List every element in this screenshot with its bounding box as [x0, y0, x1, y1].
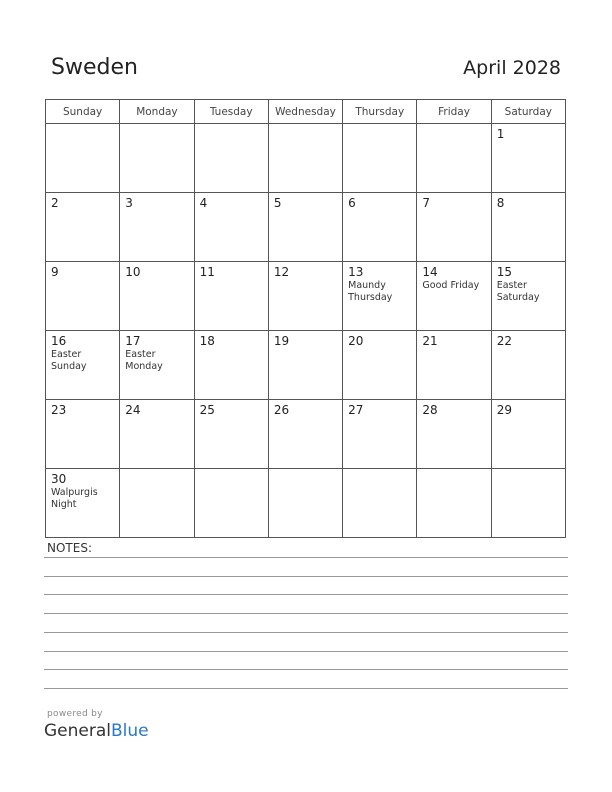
powered-by-text: powered by	[47, 709, 103, 719]
day-cell[interactable]	[194, 193, 268, 262]
notes-line	[44, 594, 568, 595]
day-number: 8	[496, 196, 505, 210]
day-cell[interactable]	[491, 331, 565, 400]
day-number: 29	[496, 403, 512, 417]
day-number: 27	[348, 403, 364, 417]
day-number: 28	[422, 403, 438, 417]
day-cell[interactable]	[343, 262, 417, 331]
day-number: 13	[348, 265, 364, 279]
day-cell[interactable]	[46, 193, 120, 262]
day-cell[interactable]	[417, 193, 491, 262]
calendar-grid	[45, 99, 566, 538]
day-cell[interactable]	[120, 331, 194, 400]
day-number: 10	[125, 265, 141, 279]
day-cell[interactable]	[343, 331, 417, 400]
day-cell[interactable]	[417, 469, 491, 538]
day-number: 24	[125, 403, 141, 417]
day-number: 9	[51, 265, 59, 279]
day-number: 17	[125, 334, 141, 348]
notes-line	[44, 557, 568, 558]
holiday-label: Easter Sunday	[51, 349, 87, 372]
day-cell[interactable]	[343, 124, 417, 193]
day-cell[interactable]	[194, 331, 268, 400]
day-number: 5	[273, 196, 282, 210]
notes-line	[44, 669, 568, 670]
holiday-label: Good Friday	[422, 280, 480, 291]
day-cell[interactable]	[120, 124, 194, 193]
holiday-label: Maundy Thursday	[348, 280, 393, 303]
day-number: 7	[422, 196, 431, 210]
day-cell[interactable]	[120, 400, 194, 469]
weekday-header: Thursday	[343, 100, 417, 124]
day-cell[interactable]	[194, 262, 268, 331]
day-number: 19	[273, 334, 290, 348]
weekday-header: Monday	[120, 100, 194, 124]
brand-logo[interactable]	[44, 721, 149, 741]
day-number: 1	[496, 127, 505, 141]
page-title-country: Sweden	[51, 55, 138, 80]
day-cell[interactable]	[268, 124, 342, 193]
month-year-title: April 2028	[463, 57, 561, 79]
week-row	[46, 124, 566, 193]
day-number: 16	[51, 334, 67, 348]
day-cell[interactable]	[194, 469, 268, 538]
day-cell[interactable]	[417, 124, 491, 193]
brand-general: General	[44, 721, 111, 741]
week-row	[46, 400, 566, 469]
day-number: 30	[51, 472, 67, 486]
day-number: 3	[125, 196, 133, 210]
day-cell[interactable]	[491, 193, 565, 262]
notes-line	[44, 576, 568, 577]
day-number: 21	[422, 334, 438, 348]
day-number: 11	[199, 265, 215, 279]
notes-line	[44, 613, 568, 614]
holiday-label: Walpurgis Night	[51, 487, 98, 510]
day-number: 18	[199, 334, 215, 348]
day-cell[interactable]	[268, 331, 342, 400]
day-number: 12	[273, 265, 290, 279]
weekday-header: Friday	[417, 100, 491, 124]
day-number: 20	[348, 334, 364, 348]
day-number: 25	[199, 403, 215, 417]
day-cell[interactable]	[491, 262, 565, 331]
notes-line	[44, 651, 568, 652]
weekday-header: Wednesday	[268, 100, 342, 124]
day-cell[interactable]	[417, 331, 491, 400]
week-row	[46, 262, 566, 331]
day-number: 4	[199, 196, 208, 210]
day-cell[interactable]	[417, 400, 491, 469]
day-number: 22	[496, 334, 512, 348]
day-cell[interactable]	[491, 124, 565, 193]
day-cell[interactable]	[120, 262, 194, 331]
day-cell[interactable]	[120, 469, 194, 538]
day-number: 6	[348, 196, 356, 210]
weekday-header-row	[46, 100, 566, 124]
day-cell[interactable]	[46, 469, 120, 538]
day-cell[interactable]	[46, 400, 120, 469]
day-cell[interactable]	[268, 193, 342, 262]
day-cell[interactable]	[491, 469, 565, 538]
day-cell[interactable]	[194, 124, 268, 193]
holiday-label: Easter Saturday	[496, 280, 540, 303]
day-cell[interactable]	[417, 262, 491, 331]
weekday-header: Saturday	[491, 100, 565, 124]
day-number: 23	[51, 403, 67, 417]
day-cell[interactable]	[491, 400, 565, 469]
day-number: 26	[273, 403, 290, 417]
day-cell[interactable]	[194, 400, 268, 469]
day-cell[interactable]	[343, 469, 417, 538]
day-number: 2	[51, 196, 59, 210]
day-cell[interactable]	[268, 262, 342, 331]
notes-line	[44, 632, 568, 633]
day-number: 15	[496, 265, 512, 279]
weekday-header: Tuesday	[194, 100, 268, 124]
day-cell[interactable]	[343, 400, 417, 469]
week-row	[46, 193, 566, 262]
notes-line	[44, 688, 568, 689]
day-cell[interactable]	[120, 193, 194, 262]
day-cell[interactable]	[268, 400, 342, 469]
notes-label: NOTES:	[47, 541, 92, 555]
week-row	[46, 469, 566, 538]
day-cell[interactable]	[46, 124, 120, 193]
day-cell[interactable]	[46, 331, 120, 400]
holiday-label: Easter Monday	[125, 349, 163, 372]
weekday-header: Sunday	[46, 100, 120, 124]
brand-blue: Blue	[111, 721, 149, 741]
day-cell[interactable]	[46, 262, 120, 331]
day-cell[interactable]	[268, 469, 342, 538]
day-cell[interactable]	[343, 193, 417, 262]
week-row	[46, 331, 566, 400]
day-number: 14	[422, 265, 438, 279]
